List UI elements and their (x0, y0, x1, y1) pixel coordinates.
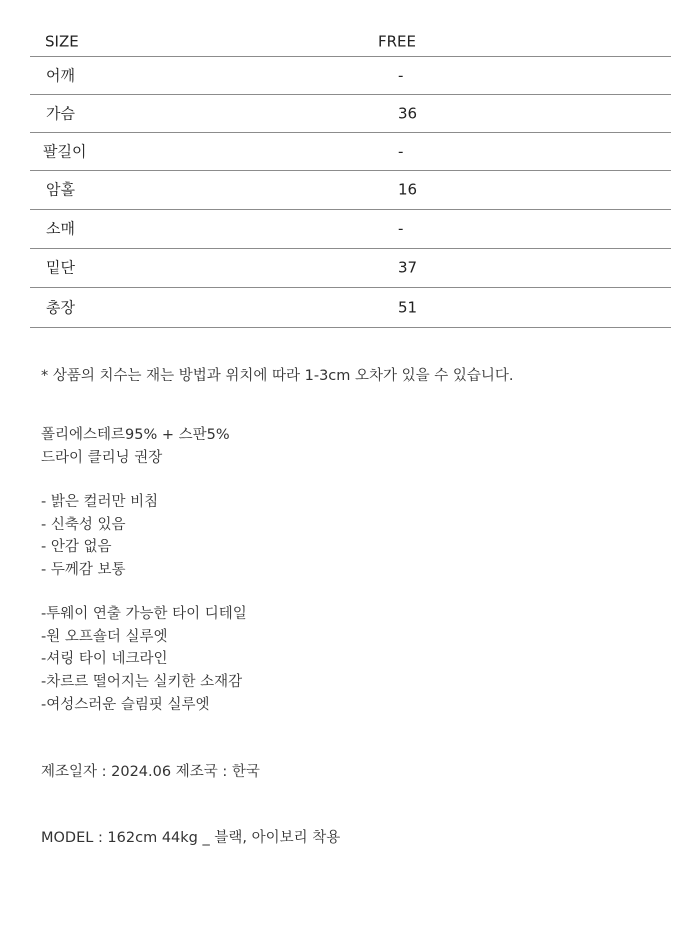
size-row-label: 암홀 (46, 180, 75, 199)
property-item: - 두께감 보통 (41, 562, 126, 579)
size-row-label: 소매 (46, 219, 75, 238)
size-row-value: 51 (398, 298, 418, 316)
size-row-total-length (30, 288, 671, 328)
measurement-note (41, 365, 514, 388)
size-row-value: 37 (398, 258, 418, 277)
size-row-value: - (398, 142, 404, 160)
care-instruction: 드라이 클리닝 권장 (41, 449, 163, 466)
size-row-label: 어깨 (46, 66, 75, 84)
manufacture-text: 제조일자 : 2024.06 제조국 : 한국 (41, 764, 260, 780)
product-features (41, 603, 247, 716)
model-text: MODEL : 162cm 44kg _ 블랙, 아이보리 착용 (41, 830, 341, 846)
size-row-value: 36 (398, 104, 418, 122)
model-info (41, 827, 340, 850)
size-row-value: - (398, 66, 404, 84)
feature-item: -투웨이 연출 가능한 타이 디테일 (41, 606, 247, 622)
size-header-label: SIZE (45, 32, 79, 51)
size-row-sleeve (30, 210, 671, 249)
fabric-properties (41, 491, 158, 582)
material-info (41, 424, 230, 469)
property-item: - 안감 없음 (41, 539, 112, 556)
size-row-label: 총장 (46, 298, 75, 316)
size-row-value: - (398, 219, 404, 238)
size-row-sleeve-length (30, 133, 671, 171)
manufacture-info (41, 761, 260, 784)
size-row-value: 16 (398, 180, 418, 199)
size-header-value: FREE (378, 32, 417, 51)
size-table (30, 28, 671, 328)
size-row-label: 팔길이 (43, 142, 87, 160)
feature-item: -원 오프숄더 실루엣 (41, 628, 168, 645)
feature-item: -여성스러운 슬림핏 실루엣 (41, 696, 210, 713)
size-row-label: 가슴 (46, 104, 75, 122)
feature-item: -차르르 떨어지는 실키한 소재감 (41, 674, 243, 691)
material-composition: 폴리에스테르95% + 스판5% (41, 427, 230, 443)
size-row-label: 밑단 (46, 258, 75, 277)
property-item: - 밝은 컬러만 비침 (41, 494, 159, 510)
size-row-hem (30, 249, 671, 288)
feature-item: -셔링 타이 네크라인 (41, 651, 168, 668)
note-text: * 상품의 치수는 재는 방법과 위치에 따라 1-3cm 오차가 있을 수 있습니다. (41, 368, 514, 384)
size-row-armhole (30, 171, 671, 210)
size-table-header (30, 28, 671, 57)
size-row-shoulder (30, 57, 671, 95)
property-item: - 신축성 있음 (41, 516, 126, 533)
size-row-chest (30, 95, 671, 133)
